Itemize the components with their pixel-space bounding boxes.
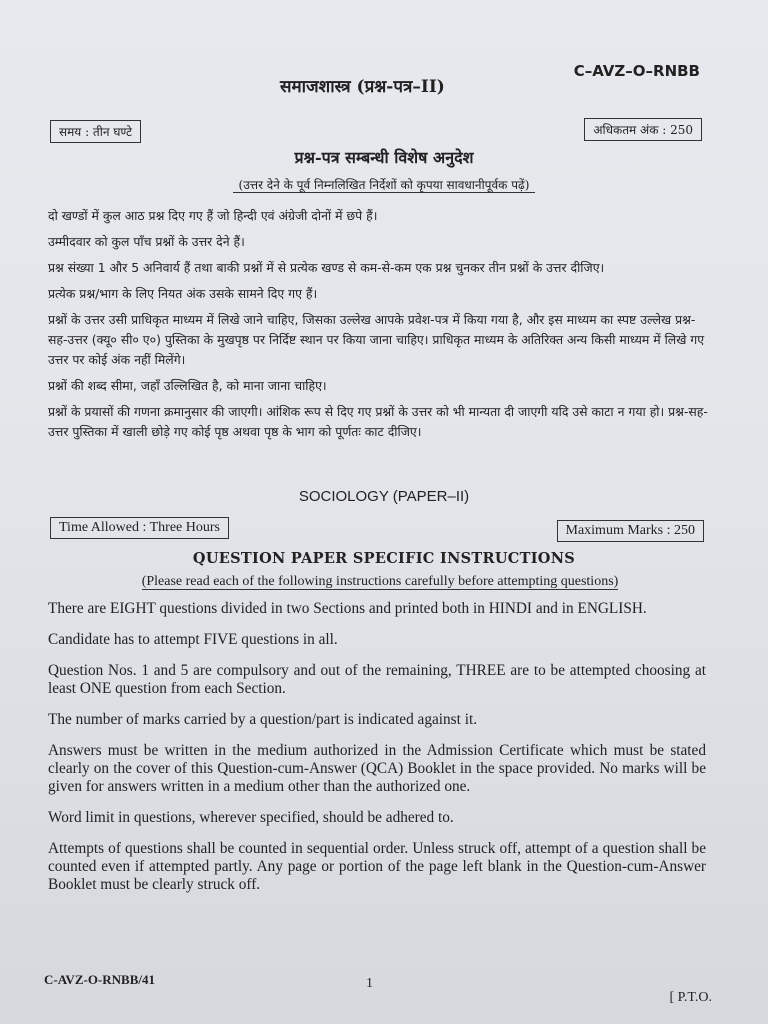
- page-number: 1: [366, 976, 373, 991]
- hindi-instruction: उम्मीदवार को कुल पाँच प्रश्नों के उत्तर देने हैं।: [48, 234, 245, 249]
- hindi-instruction: दो खण्डों में कुल आठ प्रश्न दिए गए हैं जो हिन्दी एवं अंग्रेजी दोनों में छपे हैं।: [48, 208, 378, 223]
- hindi-instruction: प्रत्येक प्रश्न/भाग के लिए नियत अंक उसके सामने दिए गए हैं।: [48, 286, 318, 301]
- footer-paper-code: C-AVZ-O-RNBB/41: [44, 972, 155, 987]
- max-marks-hindi: अधिकतम अंक : 250: [584, 118, 702, 141]
- english-instructions-heading: QUESTION PAPER SPECIFIC INSTRUCTIONS: [192, 550, 576, 567]
- paper-code: C–AVZ–O–RNBB: [573, 62, 700, 80]
- please-turn-over: [ P.T.O.: [669, 990, 712, 1005]
- max-marks-english: Maximum Marks : 250: [557, 520, 705, 542]
- english-instructions-subheading: [70, 574, 690, 590]
- english-instruction: Candidate has to attempt FIVE questions in all.: [48, 631, 338, 648]
- english-instruction: Word limit in questions, wherever specified, should be adhered to.: [48, 809, 454, 826]
- english-instruction: The number of marks carried by a question/part is indicated against it.: [48, 711, 478, 728]
- time-allowed-english: Time Allowed : Three Hours: [50, 517, 229, 539]
- hindi-instructions-subheading: [0, 176, 768, 193]
- english-instruction: Answers must be written in the medium authorized in the Admission Certificate which must be stated clearly on the cover of this Question-cum-Answer (QCA) Booklet in the space provided. No marks will be given for answers written in a medium other than the authorized one.: [48, 742, 706, 795]
- english-instruction: There are EIGHT questions divided in two Sections and printed both in HINDI and in ENGLISH.: [48, 600, 647, 617]
- hindi-instruction: प्रश्न संख्या 1 और 5 अनिवार्य हैं तथा बाकी प्रश्नों में से प्रत्येक खण्ड से कम-से-कम एक प्रश्न चुनकर तीन प्रश्नों के उत्तर दीजिए।: [48, 260, 605, 275]
- english-paper-title: SOCIOLOGY (PAPER–II): [298, 488, 470, 505]
- hindi-instructions-heading: प्रश्न-पत्र सम्बन्धी विशेष अनुदेश: [294, 148, 474, 167]
- hindi-paper-title: समाजशास्त्र (प्रश्न-पत्र–II): [280, 77, 445, 97]
- english-instruction: Question Nos. 1 and 5 are compulsory and out of the remaining, THREE are to be attempted choosing at least ONE question from each Section.: [48, 662, 706, 697]
- time-allowed-hindi: समय : तीन घण्टे: [50, 120, 141, 143]
- english-instruction: Attempts of questions shall be counted in sequential order. Unless struck off, attempt of a question shall be counted even if attempted partly. Any page or portion of the page left blank in the Question-cum-Answer Booklet must be clearly struck off.: [48, 840, 706, 893]
- hindi-instructions-list: [48, 206, 708, 448]
- english-instructions-list: [48, 600, 706, 907]
- hindi-instruction: प्रश्नों के उत्तर उसी प्राधिकृत माध्यम में लिखे जाने चाहिए, जिसका उल्लेख आपके प्रवेश-पत्र में किया गया है, और इस माध्यम का स्पष्ट उल्लेख प्रश्न-सह-उत्तर (क्यू० सी० ए०) पुस्तिका के मुखपृष्ठ पर निर्दिष्ट स्थान पर किया जाना चाहिए। प्राधिकृत माध्यम के अतिरिक्त अन्य किसी माध्यम में लिखे गए उत्तर पर कोई अंक नहीं मिलेंगे।: [48, 312, 705, 367]
- english-subheading-text: (Please read each of the following instructions carefully before attempting questions): [141, 574, 619, 589]
- hindi-instruction: प्रश्नों के प्रयासों की गणना क्रमानुसार की जाएगी। आंशिक रूप से दिए गए प्रश्नों के उत्तर को भी मान्यता दी जाएगी यदि उसे काटा न गया हो। प्रश्न-सह-उत्तर पुस्तिका में खाली छोड़े गए कोई पृष्ठ अथवा पृष्ठ के भाग को पूर्णतः काट दीजिए।: [48, 404, 708, 439]
- hindi-instruction: प्रश्नों की शब्द सीमा, जहाँ उल्लिखित है, को माना जाना चाहिए।: [48, 378, 327, 393]
- hindi-subheading-text: (उत्तर देने के पूर्व निम्नलिखित निर्देशों को कृपया सावधानीपूर्वक पढ़ें): [233, 178, 536, 193]
